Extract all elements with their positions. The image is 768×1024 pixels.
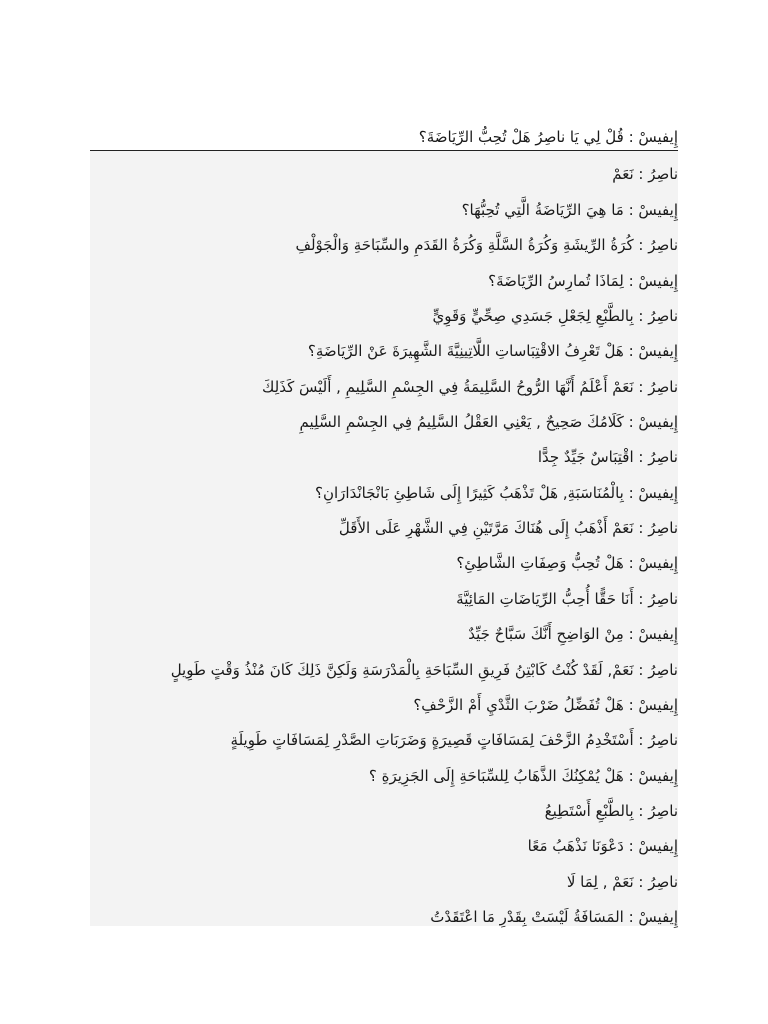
dialogue-line-16: إِيفيسْ : هَلْ تُفَضِّلُ ضَرْبَ الثَّدْيِ أَمْ الزَّحْفِ؟	[413, 696, 678, 714]
dialogue-block	[90, 151, 678, 926]
dialogue-line-11: ناصِرُ : نَعَمْ أَذْهَبُ إِلَى هُنَاكَ مَرَّتَيْنِ فِي الشَّهْرِ عَلَى الأَقَلِّ	[338, 519, 678, 537]
dialogue-line-18: إِيفيسْ : هَلْ يُمْكِنُكَ الذَّهَابُ لِلسِّبَاحَةِ إِلَى الجَزِيرَةِ ؟	[368, 767, 678, 785]
dialogue-line-20: إِيفيسْ : دَعْوَنَا نَذْهَبُ مَعًا	[527, 837, 678, 855]
dialogue-line-8: إِيفيسْ : كَلَامُكَ صَحِيحٌ , يَعْنِي العَقْلُ السَّلِيمُ فِي الجِسْمِ السَّلِيمِ	[299, 413, 678, 431]
dialogue-line-17: ناصِرُ : أَسْتَخْدِمُ الزَّحْفَ لِمَسَافَاتٍ قَصِيرَةٍ وَضَرَبَاتِ الصَّدْرِ لِمَسَافَاتٍ طَوِيلَةٍ	[230, 731, 678, 749]
dialogue-line-21: ناصِرُ : نَعَمْ , لِمَا لَا	[566, 873, 678, 891]
dialogue-line-6: إِيفيسْ : هَلْ تَعْرِفُ الاقْتِبَاساتِ اللَّاتِينِيَّةَ الشَّهِيرَةَ عَنْ الرِّيَاضَةِ؟	[307, 342, 678, 360]
dialogue-line-9: ناصِرُ : اقْتِبَاسٌ جَيِّدٌ جِدًّا	[537, 448, 678, 466]
dialogue-line-12: إِيفيسْ : هَلْ تُحِبُّ وَصِفَاتِ الشَّاطِئِ؟	[456, 554, 678, 572]
dialogue-line-10: إِيفيسْ : بِالْمُنَاسَبَةِ, هَلْ تَذْهَبُ كَثِيرًا إِلَى شَاطِئِ بَانْجَانْدَارَانِ؟	[315, 484, 678, 502]
dialogue-line-3: ناصِرُ : كُرَةُ الرِّيشَةِ وَكُرَةُ السَّلَّةِ وَكُرَةُ القَدَمِ والسِّبَاحَةِ وَالْجَوْلْفِ	[295, 236, 678, 254]
dialogue-line-13: ناصِرُ : أَنَا حَقًّا أُحِبُّ الرِّيَاضَاتِ المَائِيَّةَ	[456, 590, 678, 608]
dialogue-line-4: إِيفيسْ : لِمَاذَا تُمارِسُ الرِّيَاضَةَ؟	[488, 272, 678, 290]
dialogue-line-2: إِيفيسْ : مَا هِيَ الرِّيَاضَةُ الَّتِي تُحِبُّهَا؟	[461, 201, 678, 219]
dialogue-line-7: ناصِرُ : نَعَمْ أَعْلَمُ أَنَّهَا الرُّوحُ السَّلِيمَةُ فِي الجِسْمِ السَّلِيمِ , أَلَيْسَ كَذَلِكَ	[261, 378, 678, 396]
dialogue-opening-line: إِيفيسْ : قُلْ لِي يَا ناصِرُ هَلْ تُحِبُّ الرِّيَاضَةَ؟	[418, 128, 678, 146]
dialogue-line-14: إِيفيسْ : مِنْ الوَاضِحِ أَنَّكَ سَبَّاحٌ جَيِّدٌ	[468, 625, 678, 643]
dialogue-line-19: ناصِرُ : بِالطَّبْعِ أَسْتَطِيعُ	[544, 802, 678, 820]
dialogue-line-15: ناصِرُ : نَعَمْ, لَقَدْ كُنْتُ كَابْتِنُ فَرِيقِ السِّبَاحَةِ بِالْمَدْرَسَةِ وَلَكِنَّ ذَلِكَ كَانَ مُنْذُ وَقْتٍ طَوِيلٍ	[170, 661, 678, 679]
dialogue-line-22: إِيفيسْ : المَسَافَةُ لَيْسَتْ بِقَدْرِ مَا اعْتَقَدْتُ	[430, 908, 678, 926]
dialogue-line-5: ناصِرُ : بِالطَّبْعِ لِجَعْلِ جَسَدِي صِحِّيٍّ وَقَوِيٍّ	[432, 307, 678, 325]
dialogue-line-1: ناصِرُ : نَعَمْ	[612, 165, 678, 183]
